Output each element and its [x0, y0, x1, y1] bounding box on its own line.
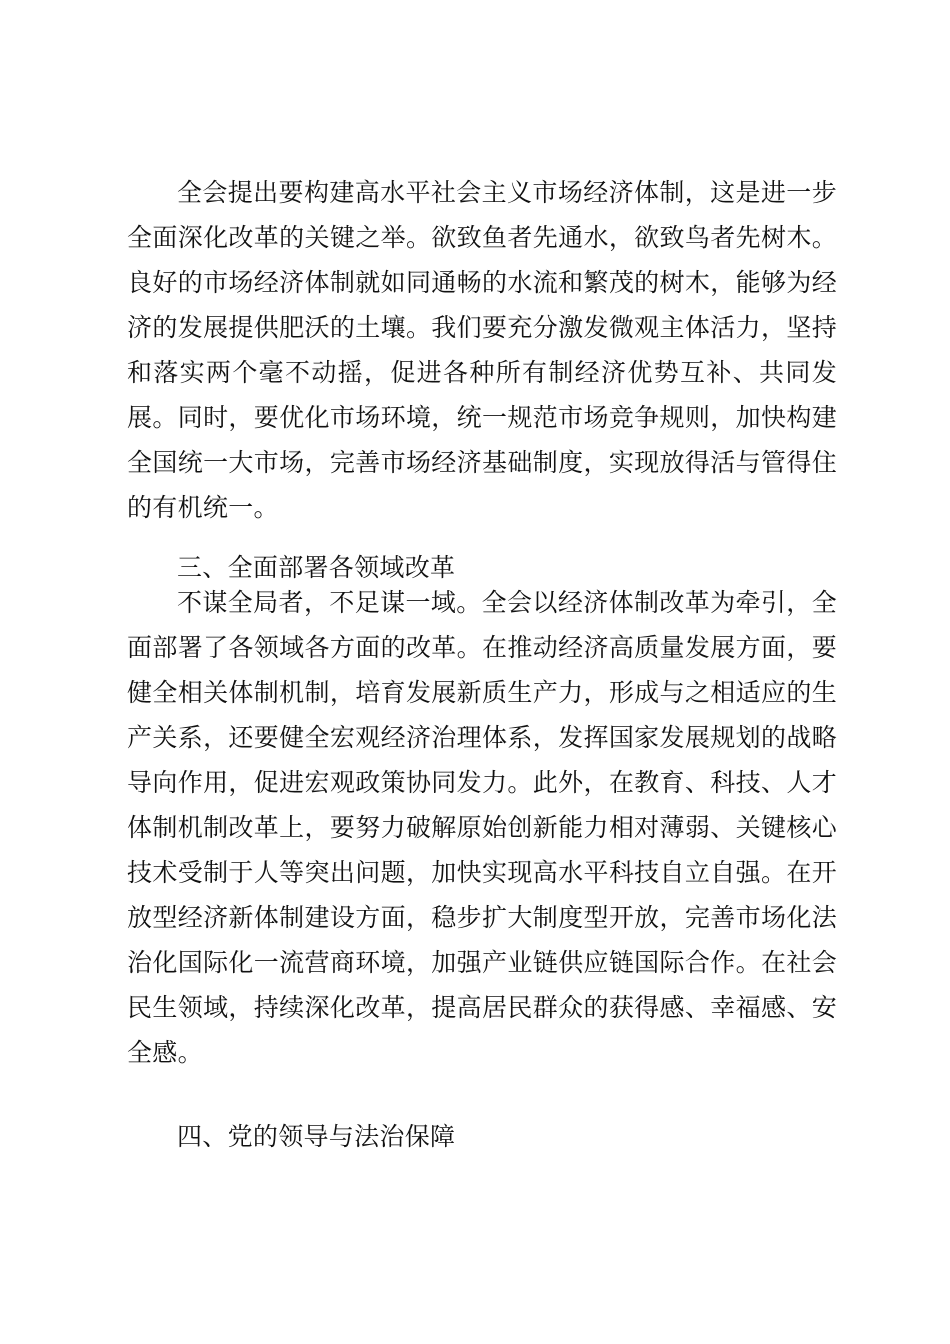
body-paragraph-market-economy: 全会提出要构建高水平社会主义市场经济体制，这是进一步全面深化改革的关键之举。欲致鱼者先通水，欲致鸟者先树木。良好的市场经济体制就如同通畅的水流和繁茂的树木，能够为经济的发展提供肥沃的土壤。我们要充分激发微观主体活力，坚持和落实两个毫不动摇，促进各种所有制经济优势互补、共同发展。同时，要优化市场环境，统一规范市场竞争规则，加快构建全国统一大市场，完善市场经济基础制度，实现放得活与管得住的有机统一。 [127, 178, 837, 522]
body-paragraph-reforms: 不谋全局者，不足谋一域。全会以经济体制改革为牵引，全面部署了各领域各方面的改革。在推动经济高质量发展方面，要健全相关体制机制，培育发展新质生产力，形成与之相适应的生产关系，还要健全宏观经济治理体系，发挥国家发展规划的战略导向作用，促进宏观政策协同发力。此外，在教育、科技、人才体制机制改革上，要努力破解原始创新能力相对薄弱、关键核心技术受制于人等突出问题，加快实现高水平科技自立自强。在开放型经济新体制建设方面，稳步扩大制度型开放，完善市场化法治化国际化一流营商环境，加强产业链供应链国际合作。在社会民生领域，持续深化改革，提高居民群众的获得感、幸福感、安全感。 [127, 588, 837, 1067]
section-heading-four: 四、党的领导与法治保障 [177, 1122, 456, 1151]
section-heading-three: 三、全面部署各领域改革 [177, 553, 456, 582]
